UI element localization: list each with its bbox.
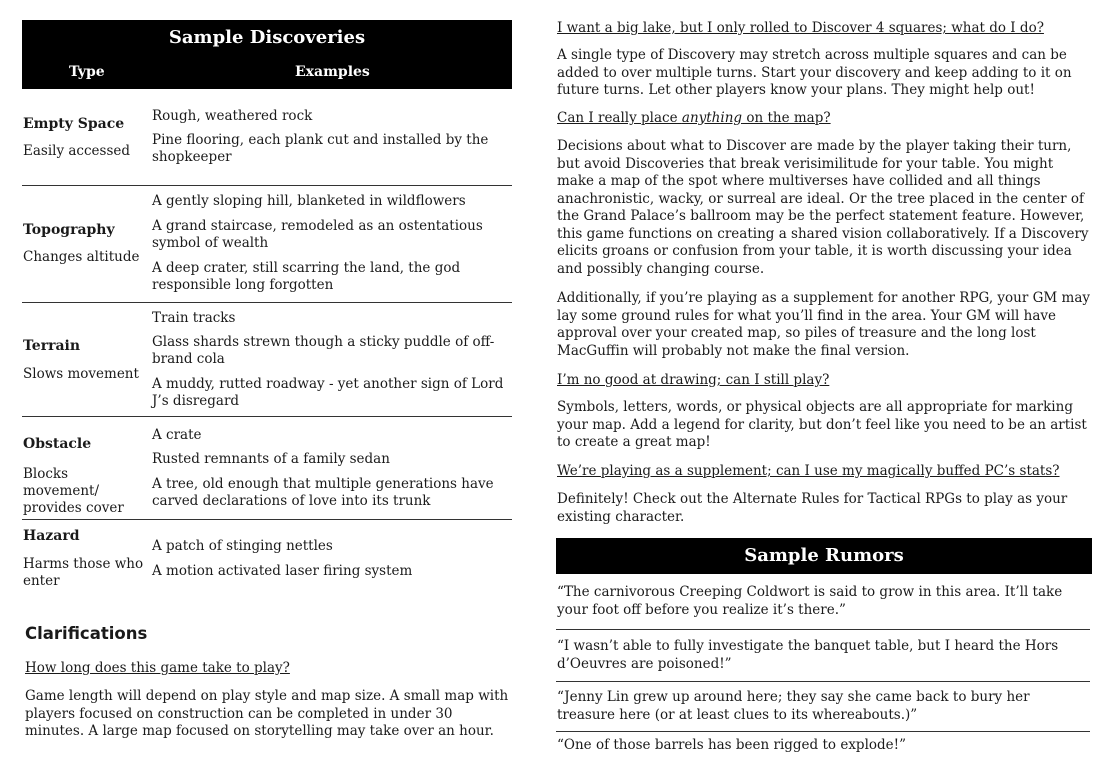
question-pc-stats: We’re playing as a supplement; can I use my magically buffed PC’s stats? bbox=[557, 463, 1060, 479]
type-effect: Changes altitude bbox=[23, 249, 140, 265]
example: Glass shards strewn though a sticky puddle of off-brand cola bbox=[152, 334, 495, 367]
example: A gently sloping hill, blanketed in wildflowers bbox=[152, 193, 466, 209]
rumor-item: “One of those barrels has been rigged to explode!” bbox=[557, 737, 906, 753]
question-part: Can I really place bbox=[557, 110, 682, 126]
answer-drawing: Symbols, letters, words, or physical objects are all appropriate for marking your map. Add a legend for clarity, but don’t feel like you need to be an artist to create a great map! bbox=[557, 399, 1087, 450]
table-row-empty-space bbox=[22, 104, 512, 186]
clarifications-heading: Clarifications bbox=[25, 624, 148, 643]
example: A patch of stinging nettles bbox=[152, 538, 333, 554]
type-effect: Slows movement bbox=[23, 366, 139, 382]
example: A crate bbox=[152, 427, 202, 443]
question-game-length: How long does this game take to play? bbox=[25, 660, 290, 676]
example: Rough, weathered rock bbox=[152, 108, 313, 124]
discoveries-title: Sample Discoveries bbox=[168, 27, 366, 48]
type-effect: Harms those who enter bbox=[23, 556, 144, 589]
table-row-topography bbox=[22, 186, 512, 303]
rumor-item: “I wasn’t able to fully investigate the banquet table, but I heard the Hors d’Oeuvres are poisoned!” bbox=[557, 638, 1059, 672]
question-part: on the map? bbox=[742, 110, 831, 126]
example: A deep crater, still scarring the land, the god responsible long forgotten bbox=[152, 260, 461, 293]
example: A motion activated laser firing system bbox=[152, 563, 413, 579]
example: Train tracks bbox=[152, 310, 236, 326]
example: Rusted remnants of a family sedan bbox=[152, 451, 390, 467]
example: A muddy, rutted roadway - yet another sign of Lord J’s disregard bbox=[152, 376, 504, 409]
example: Pine flooring, each plank cut and installed by the shopkeeper bbox=[152, 132, 489, 165]
type-name: Topography bbox=[23, 222, 115, 238]
table-row-obstacle bbox=[22, 417, 512, 520]
question-emphasis: anything bbox=[681, 110, 743, 126]
example: A tree, old enough that multiple generations have carved declarations of love into its trunk bbox=[152, 476, 494, 509]
left-column bbox=[22, 20, 512, 739]
question-place-anything bbox=[557, 110, 831, 127]
example: A grand staircase, remodeled as an ostentatious symbol of wealth bbox=[152, 218, 483, 251]
answer-big-lake: A single type of Discovery may stretch across multiple squares and can be added to over multiple turns. Start your discovery and keep adding to it on future turns. Let other players know your plans. They might help out! bbox=[557, 47, 1072, 98]
table-row-terrain bbox=[22, 303, 512, 417]
rumor-divider bbox=[556, 681, 1090, 682]
answer-game-length: Game length will depend on play style and map size. A small map with players focused on construction can be completed in under 30 minutes. A large map focused on storytelling may take over an hour. bbox=[25, 688, 509, 739]
column-header-examples: Examples bbox=[295, 64, 370, 80]
answer-pc-stats: Definitely! Check out the Alternate Rules for Tactical RPGs to play as your existing character. bbox=[557, 491, 1068, 525]
column-header-type: Type bbox=[69, 64, 105, 80]
type-effect: Easily accessed bbox=[23, 143, 131, 159]
type-name: Terrain bbox=[23, 338, 81, 354]
type-name: Hazard bbox=[23, 528, 80, 544]
rumor-item: “The carnivorous Creeping Coldwort is said to grow in this area. It’ll take your foot off before you realize it’s there.” bbox=[557, 584, 1063, 618]
rumors-heading: Sample Rumors bbox=[556, 538, 1092, 574]
answer-place-anything: Decisions about what to Discover are made by the player taking their turn, but avoid Discoveries that break verisimilitude for your table. You might make a map of the spot where multiverses have collided and all things anachronistic, wacky, or surreal are ideal. Or the tree placed in the center of the Grand Palace’s ballroom may be the perfect statement feature. However, this game functions on creating a shared vision collaboratively. If a Discovery elicits groans or confusion from your table, it is worth discussing your idea and possibly changing course. bbox=[557, 138, 1089, 277]
type-name: Obstacle bbox=[23, 436, 92, 452]
type-effect: Blocks movement/ provides cover bbox=[23, 466, 124, 516]
type-name: Empty Space bbox=[23, 116, 125, 132]
table-row-hazard bbox=[22, 520, 512, 610]
rumor-item: “Jenny Lin grew up around here; they say she came back to bury her treasure here (or at least clues to its whereabouts.)” bbox=[557, 689, 1030, 723]
question-big-lake: I want a big lake, but I only rolled to Discover 4 squares; what do I do? bbox=[557, 20, 1044, 36]
rumor-divider bbox=[556, 731, 1090, 732]
discoveries-table-header bbox=[22, 20, 512, 89]
answer-supplement-rules: Additionally, if you’re playing as a supplement for another RPG, your GM may lay some ground rules for what you’ll find in the area. Your GM will have approval over your created map, so piles of treasure and the long lost MacGuffin will probably not make the final version. bbox=[557, 290, 1090, 359]
rumor-divider bbox=[556, 629, 1090, 630]
question-drawing: I’m no good at drawing; can I still play? bbox=[557, 372, 830, 388]
